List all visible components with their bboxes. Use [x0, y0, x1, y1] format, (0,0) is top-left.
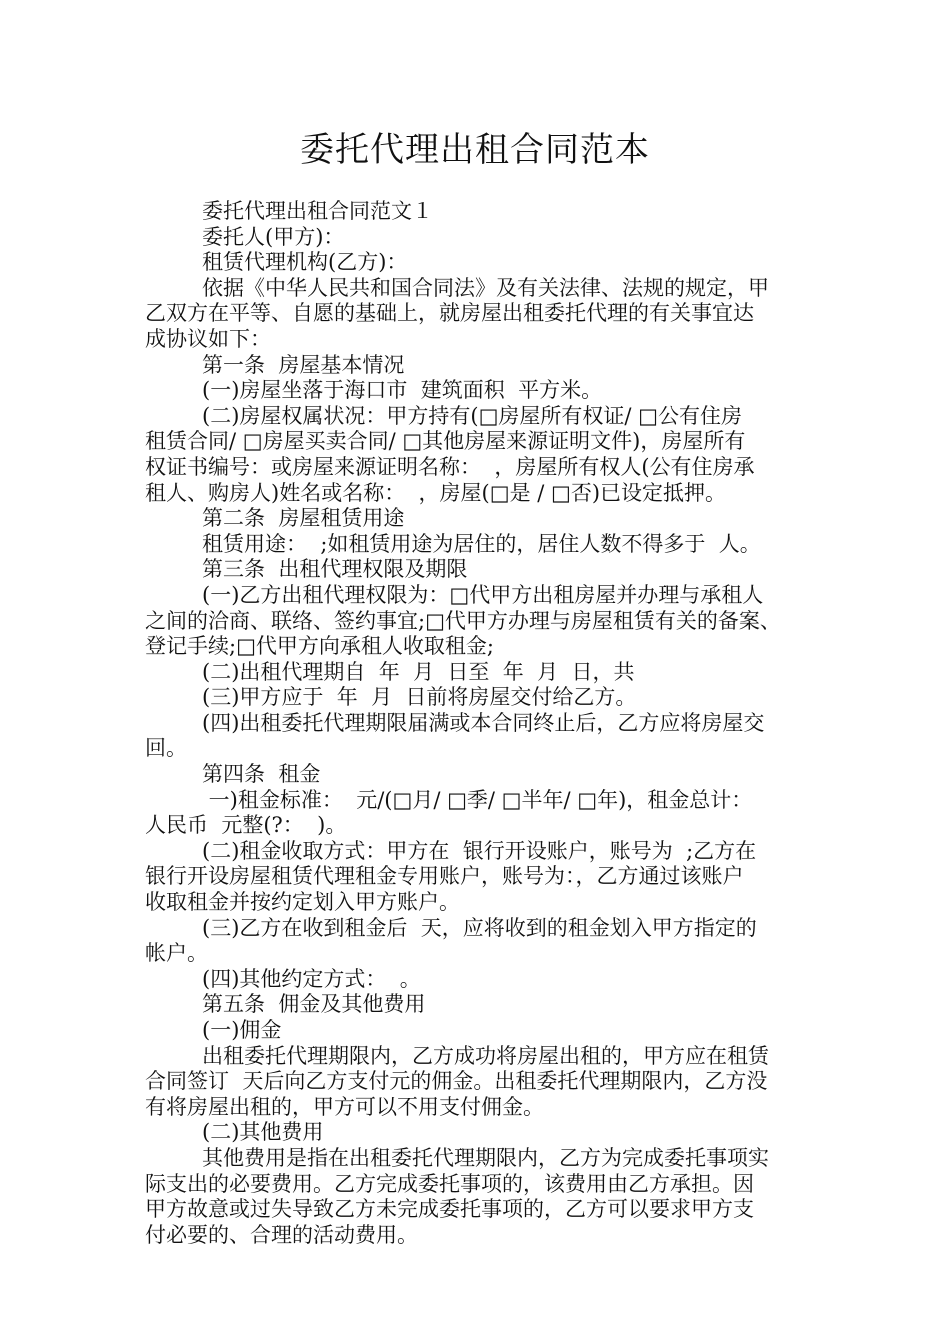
text-line: 合同签订 天后向乙方支付元的佣金。出租委托代理期限内，乙方没 — [145, 1069, 768, 1094]
text-line: 第三条 出租代理权限及期限 — [202, 557, 468, 582]
text-line: 其他费用是指在出租委托代理期限内，乙方为完成委托事项实 — [202, 1145, 769, 1170]
text-line: (一)房屋坐落于海口市 建筑面积 平方米。 — [202, 378, 603, 403]
text-line: 付必要的、合理的活动费用。 — [145, 1222, 418, 1247]
text-line: 委托代理出租合同范文１ — [202, 199, 433, 223]
text-line: 第五条 佣金及其他费用 — [202, 992, 426, 1017]
text-line: (二)租金收取方式：甲方在 银行开设账户，账号为 ;乙方在 — [202, 838, 757, 863]
text-line: 际支出的必要费用。乙方完成委托事项的，该费用由乙方承担。因 — [145, 1171, 754, 1196]
text-line: 帐户。 — [145, 941, 208, 966]
document-title: 委托代理出租合同范本 — [300, 130, 650, 170]
text-line: 有将房屋出租的，甲方可以不用支付佣金。 — [145, 1094, 544, 1119]
text-line: (二)其他费用 — [202, 1120, 324, 1145]
text-line: (三)甲方应于 年 月 日前将房屋交付给乙方。 — [202, 685, 637, 710]
text-line: 第四条 租金 — [202, 762, 321, 787]
text-line: 委托人(甲方)： — [202, 224, 345, 249]
text-line: 第二条 房屋租赁用途 — [202, 506, 405, 531]
text-line: 人民币 元整(?： )。 — [145, 813, 347, 838]
text-line: (一)佣金 — [202, 1018, 282, 1042]
text-line: 出租委托代理期限内，乙方成功将房屋出租的，甲方应在租赁 — [202, 1043, 769, 1068]
text-line: 收取租金并按约定划入甲方账户。 — [145, 890, 460, 915]
text-line: 一)租金标准： 元/(□月/ □季/ □半年/ □年)，租金总计： — [202, 787, 753, 812]
text-line: 权证书编号：或房屋来源证明名称： ，房屋所有权人(公有住房承 — [145, 454, 755, 479]
text-line: (四)其他约定方式： 。 — [202, 966, 421, 991]
text-line: 第一条 房屋基本情况 — [202, 352, 405, 377]
text-line: 回。 — [145, 736, 187, 761]
text-line: 银行开设房屋租赁代理租金专用账户，账号为：，乙方通过该账户 — [145, 864, 744, 889]
text-line: 租赁用途： ;如租赁用途为居住的，居住人数不得多于 人。 — [202, 531, 761, 556]
text-line: (四)出租委托代理期限届满或本合同终止后，乙方应将房屋交 — [202, 710, 765, 735]
document-body — [145, 199, 813, 1248]
text-line: (一)乙方出租代理权限为：□代甲方出租房屋并办理与承租人 — [202, 582, 764, 607]
text-line: 甲方故意或过失导致乙方未完成委托事项的，乙方可以要求甲方支 — [145, 1197, 754, 1222]
text-line: 租赁代理机构(乙方)： — [202, 250, 408, 275]
text-line: (二)出租代理期自 年 月 日至 年 月 日，共 — [202, 659, 635, 684]
text-line: 之间的洽商、联络、签约事宜;□代甲方办理与房屋租赁有关的备案、 — [145, 608, 781, 633]
text-line: (三)乙方在收到租金后 天，应将收到的租金划入甲方指定的 — [202, 915, 757, 940]
text-line: 乙双方在平等、自愿的基础上，就房屋出租委托代理的有关事宜达 — [145, 301, 754, 326]
text-line: 租人、购房人)姓名或名称： ，房屋(□是 / □否)已设定抵押。 — [145, 480, 727, 505]
text-line: 登记手续;□代甲方向承租人收取租金; — [145, 634, 494, 659]
text-line: 依据《中华人民共和国合同法》及有关法律、法规的规定，甲 — [202, 275, 769, 300]
text-line: 租赁合同/ □房屋买卖合同/ □其他房屋来源证明文件)，房屋所有 — [145, 429, 746, 454]
text-line: 成协议如下： — [145, 326, 271, 351]
text-line: (二)房屋权属状况：甲方持有(□房屋所有权证/ □公有住房 — [202, 403, 743, 428]
